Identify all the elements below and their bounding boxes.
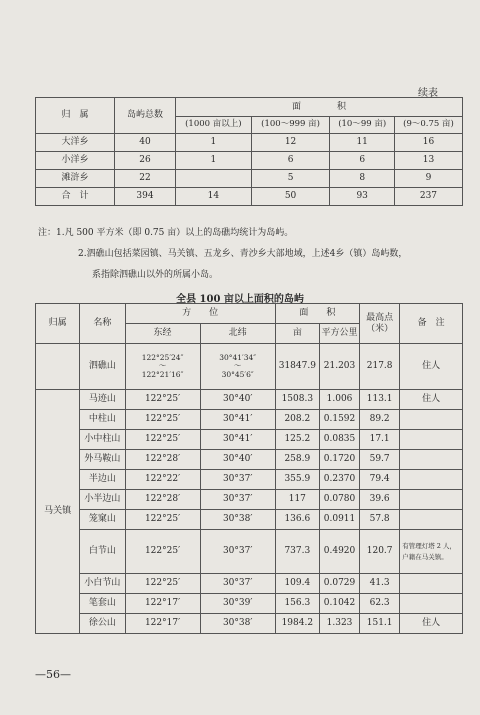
row-sqkm: 0.2370 xyxy=(319,470,359,490)
row-height: 120.7 xyxy=(360,530,400,574)
row-sqkm: 0.1720 xyxy=(319,450,359,470)
row-name: 大洋乡 xyxy=(36,134,115,152)
row-height: 79.4 xyxy=(360,470,400,490)
group-label: 马关镇 xyxy=(36,390,80,634)
island-count-table xyxy=(35,97,463,206)
row-east: 122°28′ xyxy=(125,450,200,470)
row-mu: 737.3 xyxy=(275,530,319,574)
row-remark xyxy=(400,450,463,470)
row-c1: 1 xyxy=(176,134,252,152)
note-1: 注：1.凡 500 平方米（即 0.75 亩）以上的岛礁均统计为岛屿。 xyxy=(38,228,294,238)
row-height: 113.1 xyxy=(360,390,400,410)
table-row xyxy=(36,594,463,614)
row-name: 泗礁山 xyxy=(80,344,125,390)
row-mu: 1508.3 xyxy=(275,390,319,410)
header-a1: (1000 亩以上) xyxy=(176,117,252,134)
row-north: 30°41′34″ ～ 30°45′6″ xyxy=(200,344,275,390)
row-name: 半边山 xyxy=(80,470,125,490)
row-height: 217.8 xyxy=(360,344,400,390)
row-mu: 156.3 xyxy=(275,594,319,614)
row-north: 30°41′ xyxy=(200,410,275,430)
row-name: 小半边山 xyxy=(80,490,125,510)
row-north: 30°39′ xyxy=(200,594,275,614)
row-name: 笼窠山 xyxy=(80,510,125,530)
row-height: 17.1 xyxy=(360,430,400,450)
row-remark xyxy=(400,574,463,594)
table2-title: 全县 100 亩以上面积的岛屿 xyxy=(176,294,304,305)
header-a3: (10～99 亩) xyxy=(330,117,394,134)
row-name: 白节山 xyxy=(80,530,125,574)
header-area: 面 积 xyxy=(176,98,463,117)
row-name: 马迹山 xyxy=(80,390,125,410)
row-sqkm: 1.006 xyxy=(319,390,359,410)
table-row xyxy=(36,430,463,450)
row-height: 39.6 xyxy=(360,490,400,510)
row-east: 122°22′ xyxy=(125,470,200,490)
row-c4: 16 xyxy=(394,134,462,152)
header-east: 东经 xyxy=(125,324,200,344)
row-total: 22 xyxy=(115,170,176,188)
row-east: 122°25′ xyxy=(125,430,200,450)
row-mu: 125.2 xyxy=(275,430,319,450)
row-c4: 9 xyxy=(394,170,462,188)
row-c1: 1 xyxy=(176,152,252,170)
row-c3: 93 xyxy=(330,188,394,206)
row-east: 122°17′ xyxy=(125,594,200,614)
header-name: 名称 xyxy=(80,304,125,344)
row-remark xyxy=(400,490,463,510)
row-remark xyxy=(400,510,463,530)
row-total: 394 xyxy=(115,188,176,206)
row-remark: 住人 xyxy=(400,614,463,634)
row-name: 外马鞍山 xyxy=(80,450,125,470)
row-c2: 12 xyxy=(251,134,330,152)
table-row xyxy=(36,390,463,410)
row-east: 122°25′ xyxy=(125,390,200,410)
row-north: 30°37′ xyxy=(200,470,275,490)
row-total: 40 xyxy=(115,134,176,152)
row-mu: 31847.9 xyxy=(275,344,319,390)
row-c1 xyxy=(176,170,252,188)
table-row xyxy=(36,170,463,188)
row-mu: 258.9 xyxy=(275,450,319,470)
row-mu: 1984.2 xyxy=(275,614,319,634)
table-row xyxy=(36,574,463,594)
row-sqkm: 0.0780 xyxy=(319,490,359,510)
row-east: 122°25′ xyxy=(125,510,200,530)
row-name: 徐公山 xyxy=(80,614,125,634)
note-2: 2.泗礁山包括菜园镇、马关镇、五龙乡、青沙乡大部地域，上述4乡（镇）岛屿数， xyxy=(78,249,408,259)
header-a4: (9～0.75 亩) xyxy=(394,117,462,134)
islands-over-100mu-table xyxy=(35,303,463,634)
row-c3: 8 xyxy=(330,170,394,188)
notes xyxy=(38,223,468,286)
row-c1: 14 xyxy=(176,188,252,206)
table-row xyxy=(36,490,463,510)
row-mu: 208.2 xyxy=(275,410,319,430)
table-row xyxy=(36,344,463,390)
row-c3: 11 xyxy=(330,134,394,152)
row-height: 41.3 xyxy=(360,574,400,594)
table-row xyxy=(36,510,463,530)
row-remark xyxy=(400,410,463,430)
header-a2: (100～999 亩) xyxy=(251,117,330,134)
row-sqkm: 0.0835 xyxy=(319,430,359,450)
continued-label: 续表 xyxy=(418,88,438,99)
header-sqkm: 平方公里 xyxy=(319,324,359,344)
row-north: 30°40′ xyxy=(200,450,275,470)
header-remark: 备 注 xyxy=(400,304,463,344)
row-height: 57.8 xyxy=(360,510,400,530)
row-north: 30°41′ xyxy=(200,430,275,450)
header-belong: 归 属 xyxy=(36,98,115,134)
row-north: 30°40′ xyxy=(200,390,275,410)
table-row xyxy=(36,410,463,430)
row-sqkm: 0.1042 xyxy=(319,594,359,614)
table-row xyxy=(36,134,463,152)
row-c2: 50 xyxy=(251,188,330,206)
note-2-cont: 系指除泗礁山以外的所属小岛。 xyxy=(92,270,219,280)
row-east: 122°28′ xyxy=(125,490,200,510)
row-east: 122°17′ xyxy=(125,614,200,634)
header-position: 方 位 xyxy=(125,304,275,324)
table-row xyxy=(36,470,463,490)
row-total: 26 xyxy=(115,152,176,170)
table-row xyxy=(36,152,463,170)
row-sqkm: 1.323 xyxy=(319,614,359,634)
row-name: 小中柱山 xyxy=(80,430,125,450)
row-height: 89.2 xyxy=(360,410,400,430)
header-north: 北纬 xyxy=(200,324,275,344)
row-sqkm: 21.203 xyxy=(319,344,359,390)
row-name: 合 计 xyxy=(36,188,115,206)
header-mu: 亩 xyxy=(275,324,319,344)
row-remark xyxy=(400,594,463,614)
row-mu: 355.9 xyxy=(275,470,319,490)
row-north: 30°37′ xyxy=(200,574,275,594)
row-north: 30°38′ xyxy=(200,510,275,530)
header-area: 面 积 xyxy=(275,304,359,324)
table-row xyxy=(36,614,463,634)
row-remark: 住人 xyxy=(400,390,463,410)
row-c2: 5 xyxy=(251,170,330,188)
row-name: 小洋乡 xyxy=(36,152,115,170)
row-c4: 237 xyxy=(394,188,462,206)
row-sqkm: 0.0911 xyxy=(319,510,359,530)
row-sqkm: 0.0729 xyxy=(319,574,359,594)
row-remark: 住人 xyxy=(400,344,463,390)
row-north: 30°37′ xyxy=(200,490,275,510)
row-remark xyxy=(400,430,463,450)
row-height: 62.3 xyxy=(360,594,400,614)
row-name: 笔套山 xyxy=(80,594,125,614)
row-c3: 6 xyxy=(330,152,394,170)
page-number: —56— xyxy=(35,668,71,681)
row-name: 中柱山 xyxy=(80,410,125,430)
row-north: 30°37′ xyxy=(200,530,275,574)
row-east: 122°25′ xyxy=(125,530,200,574)
row-mu: 117 xyxy=(275,490,319,510)
row-east: 122°25′ xyxy=(125,410,200,430)
row-remark: 有管理灯塔 2 人，户籍在马关镇。 xyxy=(400,530,463,574)
row-name: 滩浒乡 xyxy=(36,170,115,188)
row-height: 59.7 xyxy=(360,450,400,470)
table-row xyxy=(36,530,463,574)
header-total: 岛屿总数 xyxy=(115,98,176,134)
table-row xyxy=(36,450,463,470)
row-east: 122°25′ xyxy=(125,574,200,594)
row-c2: 6 xyxy=(251,152,330,170)
header-belong: 归属 xyxy=(36,304,80,344)
row-sqkm: 0.4920 xyxy=(319,530,359,574)
row-mu: 136.6 xyxy=(275,510,319,530)
row-east: 122°25′24″ ～ 122°21′16″ xyxy=(125,344,200,390)
row-mu: 109.4 xyxy=(275,574,319,594)
header-height: 最高点（米） xyxy=(360,304,400,344)
row-remark xyxy=(400,470,463,490)
row-height: 151.1 xyxy=(360,614,400,634)
row-name: 小白节山 xyxy=(80,574,125,594)
table-row-total xyxy=(36,188,463,206)
row-c4: 13 xyxy=(394,152,462,170)
row-sqkm: 0.1592 xyxy=(319,410,359,430)
row-north: 30°38′ xyxy=(200,614,275,634)
